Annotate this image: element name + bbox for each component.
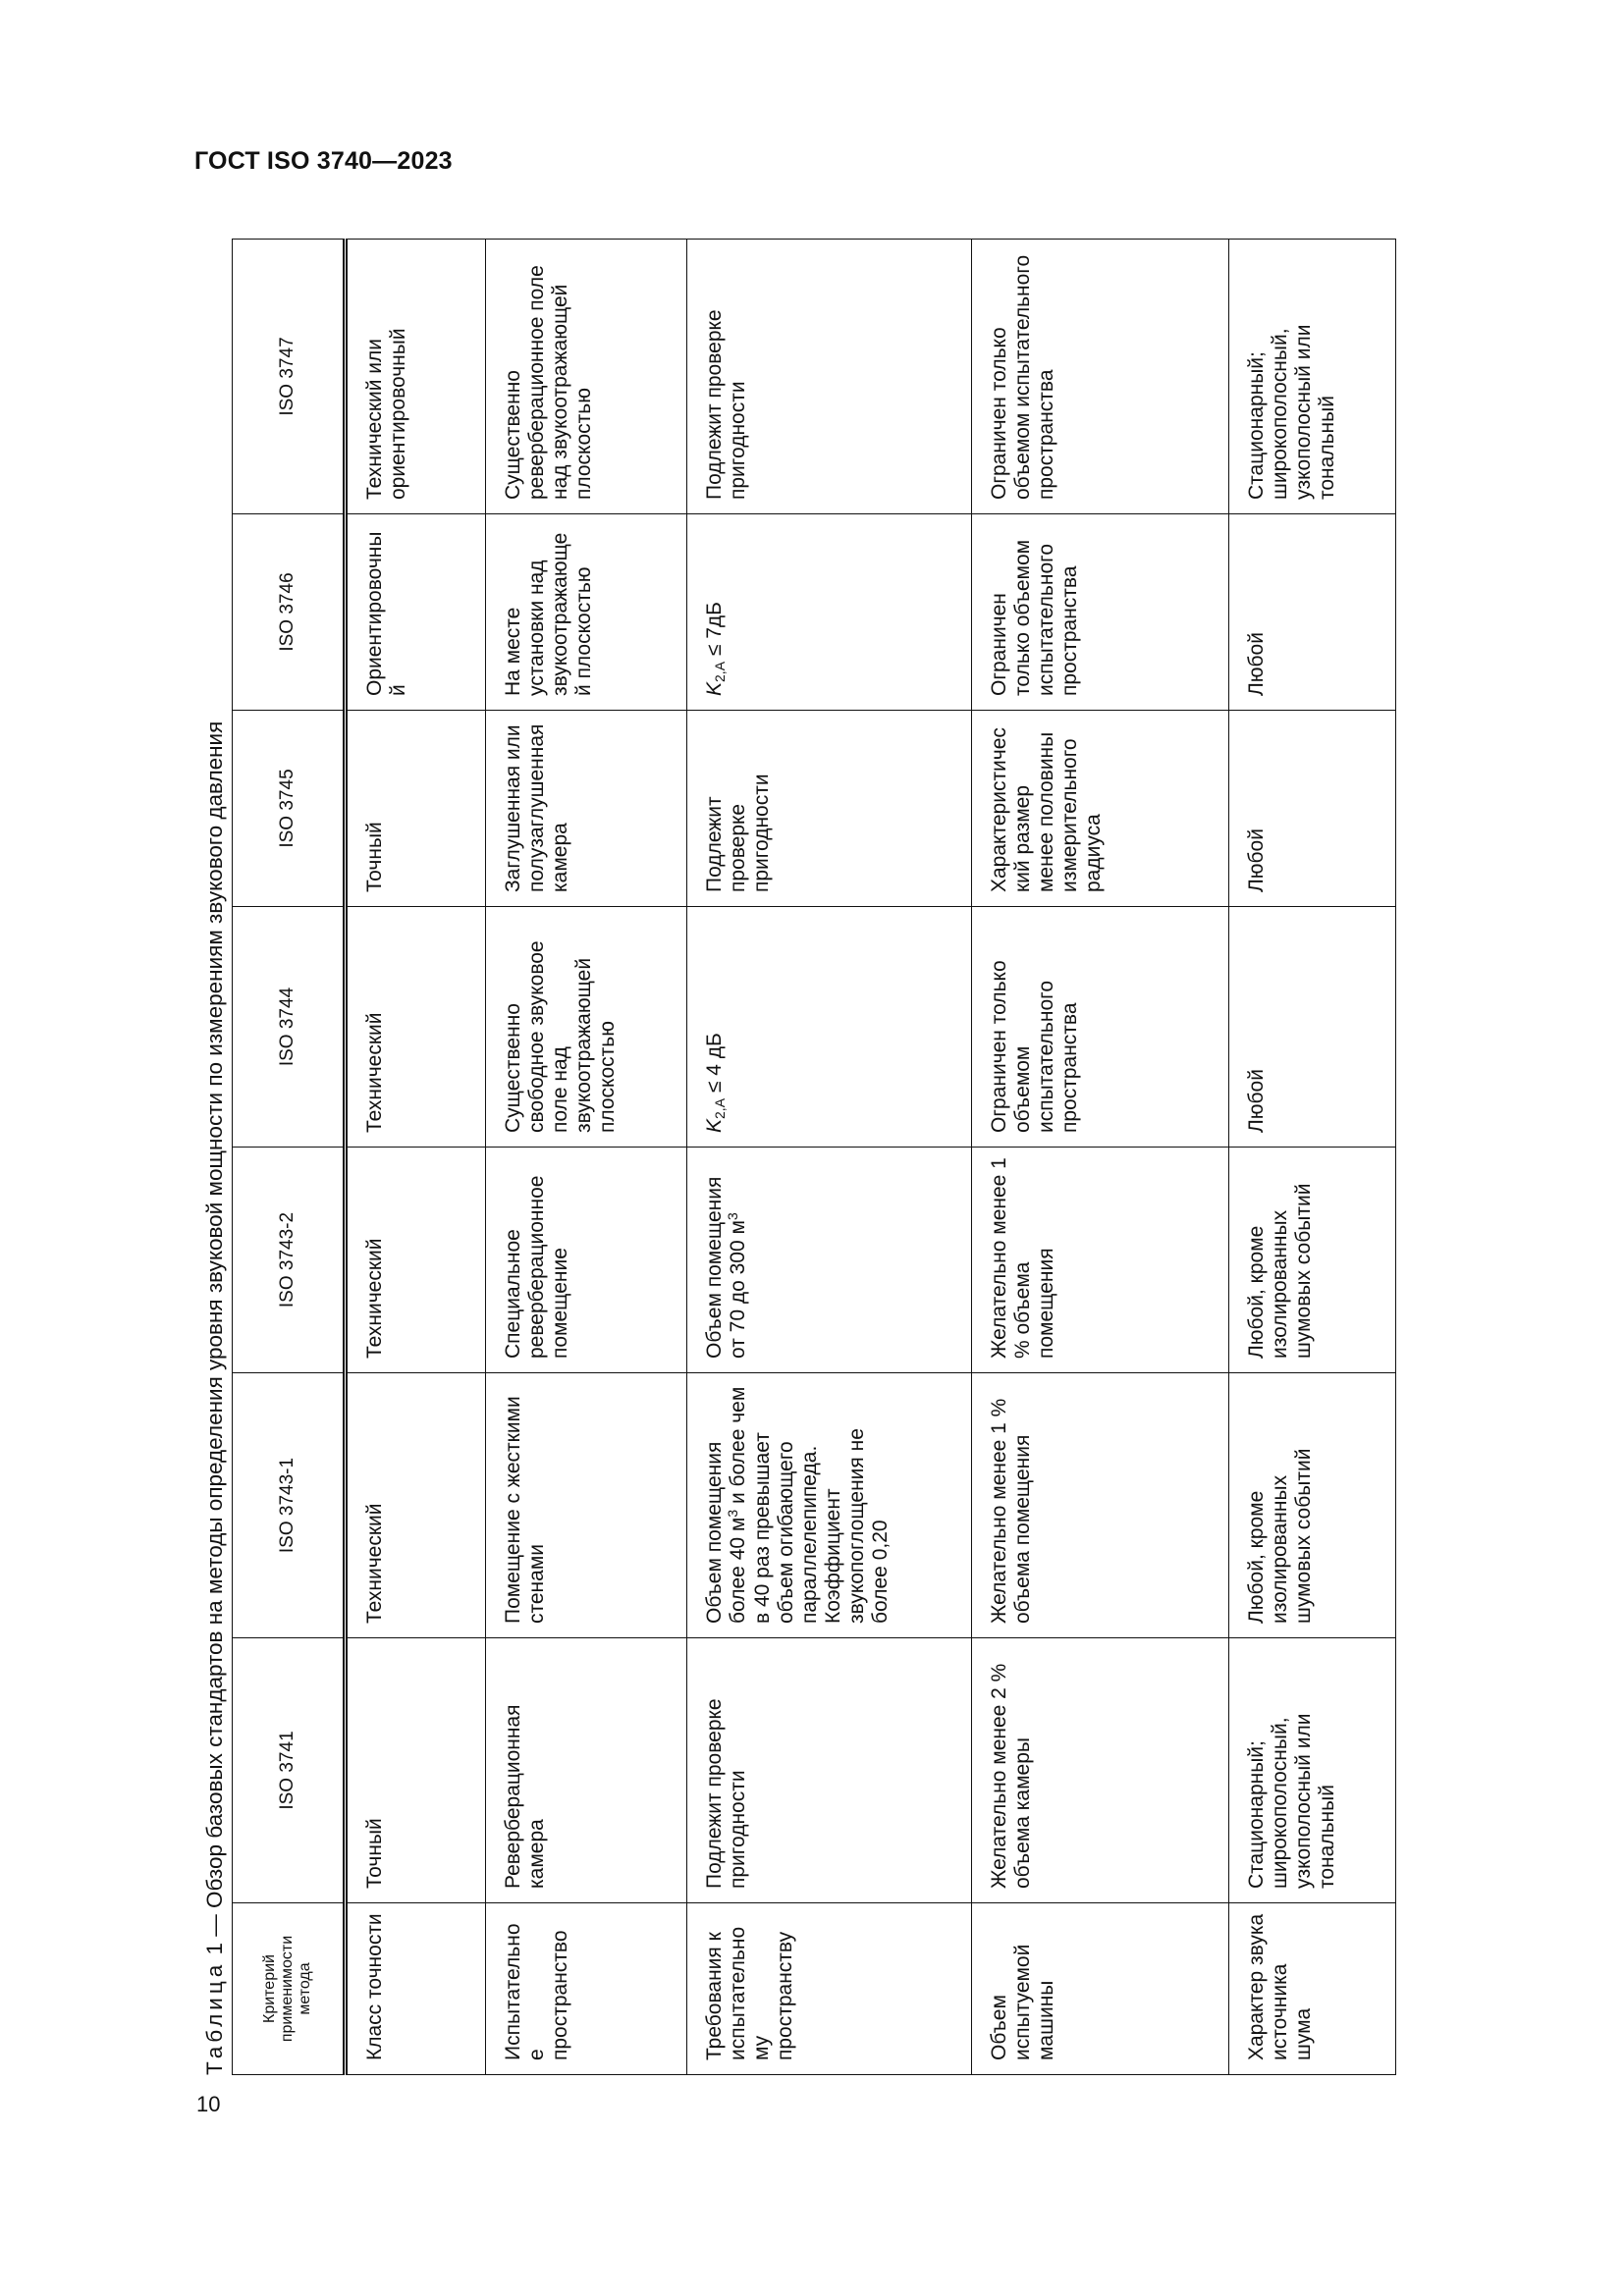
caption-label: Таблица — [202, 1960, 227, 2075]
text-part: ≤ 7дБ — [703, 602, 726, 662]
text-part: ≤ 4 дБ — [703, 1033, 726, 1098]
table-row — [687, 240, 972, 2075]
table-cell: Помещение с жесткими стенами — [486, 1373, 687, 1638]
table-cell: Любой — [1229, 907, 1396, 1148]
table-row — [486, 240, 687, 2075]
row-criterion: Характер звука источника шума — [1229, 1903, 1396, 2075]
header-row — [233, 240, 346, 2075]
table-cell: Характеристический размер менее половины измерительного радиуса — [972, 711, 1229, 907]
standards-table — [232, 239, 1396, 2075]
subscript: 2,A — [712, 661, 728, 682]
row-criterion: Требования к испытательному пространству — [687, 1903, 972, 2075]
table-cell: Ориентировочный — [346, 514, 486, 711]
caption-text: — Обзор базовых стандартов на методы определения уровня звуковой мощности по измерениям звукового давления — [202, 721, 227, 1943]
page-number: 10 — [196, 2092, 221, 2116]
table-cell: Точный — [346, 711, 486, 907]
table-cell: Заглушенная или полузаглушенная камера — [486, 711, 687, 907]
row-criterion: Испытательное пространство — [486, 1903, 687, 2075]
table-cell: На месте установки над звукоотражающей плоскостью — [486, 514, 687, 711]
column-header: Критерий применимости метода — [233, 1903, 346, 2075]
column-header: ISO 3743-2 — [233, 1148, 346, 1373]
superscript: 3 — [725, 1212, 740, 1221]
table-row — [972, 240, 1229, 2075]
variable: K — [703, 1118, 726, 1133]
table-row — [1229, 240, 1396, 2075]
table-cell: Технический — [346, 907, 486, 1148]
table-cell: Технический или ориентировочный — [346, 240, 486, 514]
table-cell: Любой, кроме изолированных шумовых событий — [1229, 1148, 1396, 1373]
table-cell: Подлежит проверке пригодности — [687, 711, 972, 907]
table-cell: Стационарный; широкополосный, узкополосный или тональный — [1229, 1638, 1396, 1903]
table-cell: Любой — [1229, 711, 1396, 907]
table-cell: Реверберационная камера — [486, 1638, 687, 1903]
table-caption — [202, 721, 228, 2075]
subscript: 2,A — [712, 1097, 728, 1119]
column-header: ISO 3745 — [233, 711, 346, 907]
table-cell — [687, 907, 972, 1148]
row-criterion: Класс точности — [346, 1903, 486, 2075]
table-cell: Существенно реверберационное поле над звукоотражающей плоскостью — [486, 240, 687, 514]
document-code: ГОСТ ISO 3740—2023 — [194, 147, 453, 175]
table-cell: Подлежит проверке пригодности — [687, 240, 972, 514]
table-cell: Желательно менее 1 % объема помещения — [972, 1148, 1229, 1373]
table-cell: Стационарный; широкополосный, узкополосный или тональный — [1229, 240, 1396, 514]
table-cell: Технический — [346, 1373, 486, 1638]
table-row — [346, 240, 486, 2075]
table-cell: Точный — [346, 1638, 486, 1903]
text-part: Объем помещения от 70 до 300 м — [703, 1176, 749, 1359]
table-cell: Желательно менее 1 % объема помещения — [972, 1373, 1229, 1638]
text-part: и более чем в 40 раз превышает объем огибающего параллелепипеда. Коэффициент звукопоглощения не более 0,20 — [727, 1386, 892, 1624]
table-cell: Любой, кроме изолированных шумовых событий — [1229, 1373, 1396, 1638]
column-header: ISO 3741 — [233, 1638, 346, 1903]
row-criterion: Объем испытуемой машины — [972, 1903, 1229, 2075]
table-cell: Подлежит проверке пригодности — [687, 1638, 972, 1903]
table-cell: Технический — [346, 1148, 486, 1373]
table-cell: Ограничен только объемом испытательного пространства — [972, 907, 1229, 1148]
text-part: Объем помещения более 40 м — [703, 1441, 749, 1624]
rotated-table-block — [196, 226, 1414, 2091]
column-header: ISO 3747 — [233, 240, 346, 514]
caption-number: 1 — [202, 1942, 227, 1955]
table-cell: Специальное реверберационное помещение — [486, 1148, 687, 1373]
table-cell: Ограничен только объемом испытательного пространства — [972, 240, 1229, 514]
variable: K — [703, 681, 726, 696]
table-cell: Желательно менее 2 % объема камеры — [972, 1638, 1229, 1903]
column-header: ISO 3746 — [233, 514, 346, 711]
table-cell — [687, 1373, 972, 1638]
column-header: ISO 3744 — [233, 907, 346, 1148]
table-cell — [687, 1148, 972, 1373]
table-cell: Существенно свободное звуковое поле над звукоотражающей плоскостью — [486, 907, 687, 1148]
table-cell: Любой — [1229, 514, 1396, 711]
superscript: 3 — [725, 1509, 740, 1518]
table-cell — [687, 514, 972, 711]
table-cell: Ограничен только объемом испытательного пространства — [972, 514, 1229, 711]
column-header: ISO 3743-1 — [233, 1373, 346, 1638]
